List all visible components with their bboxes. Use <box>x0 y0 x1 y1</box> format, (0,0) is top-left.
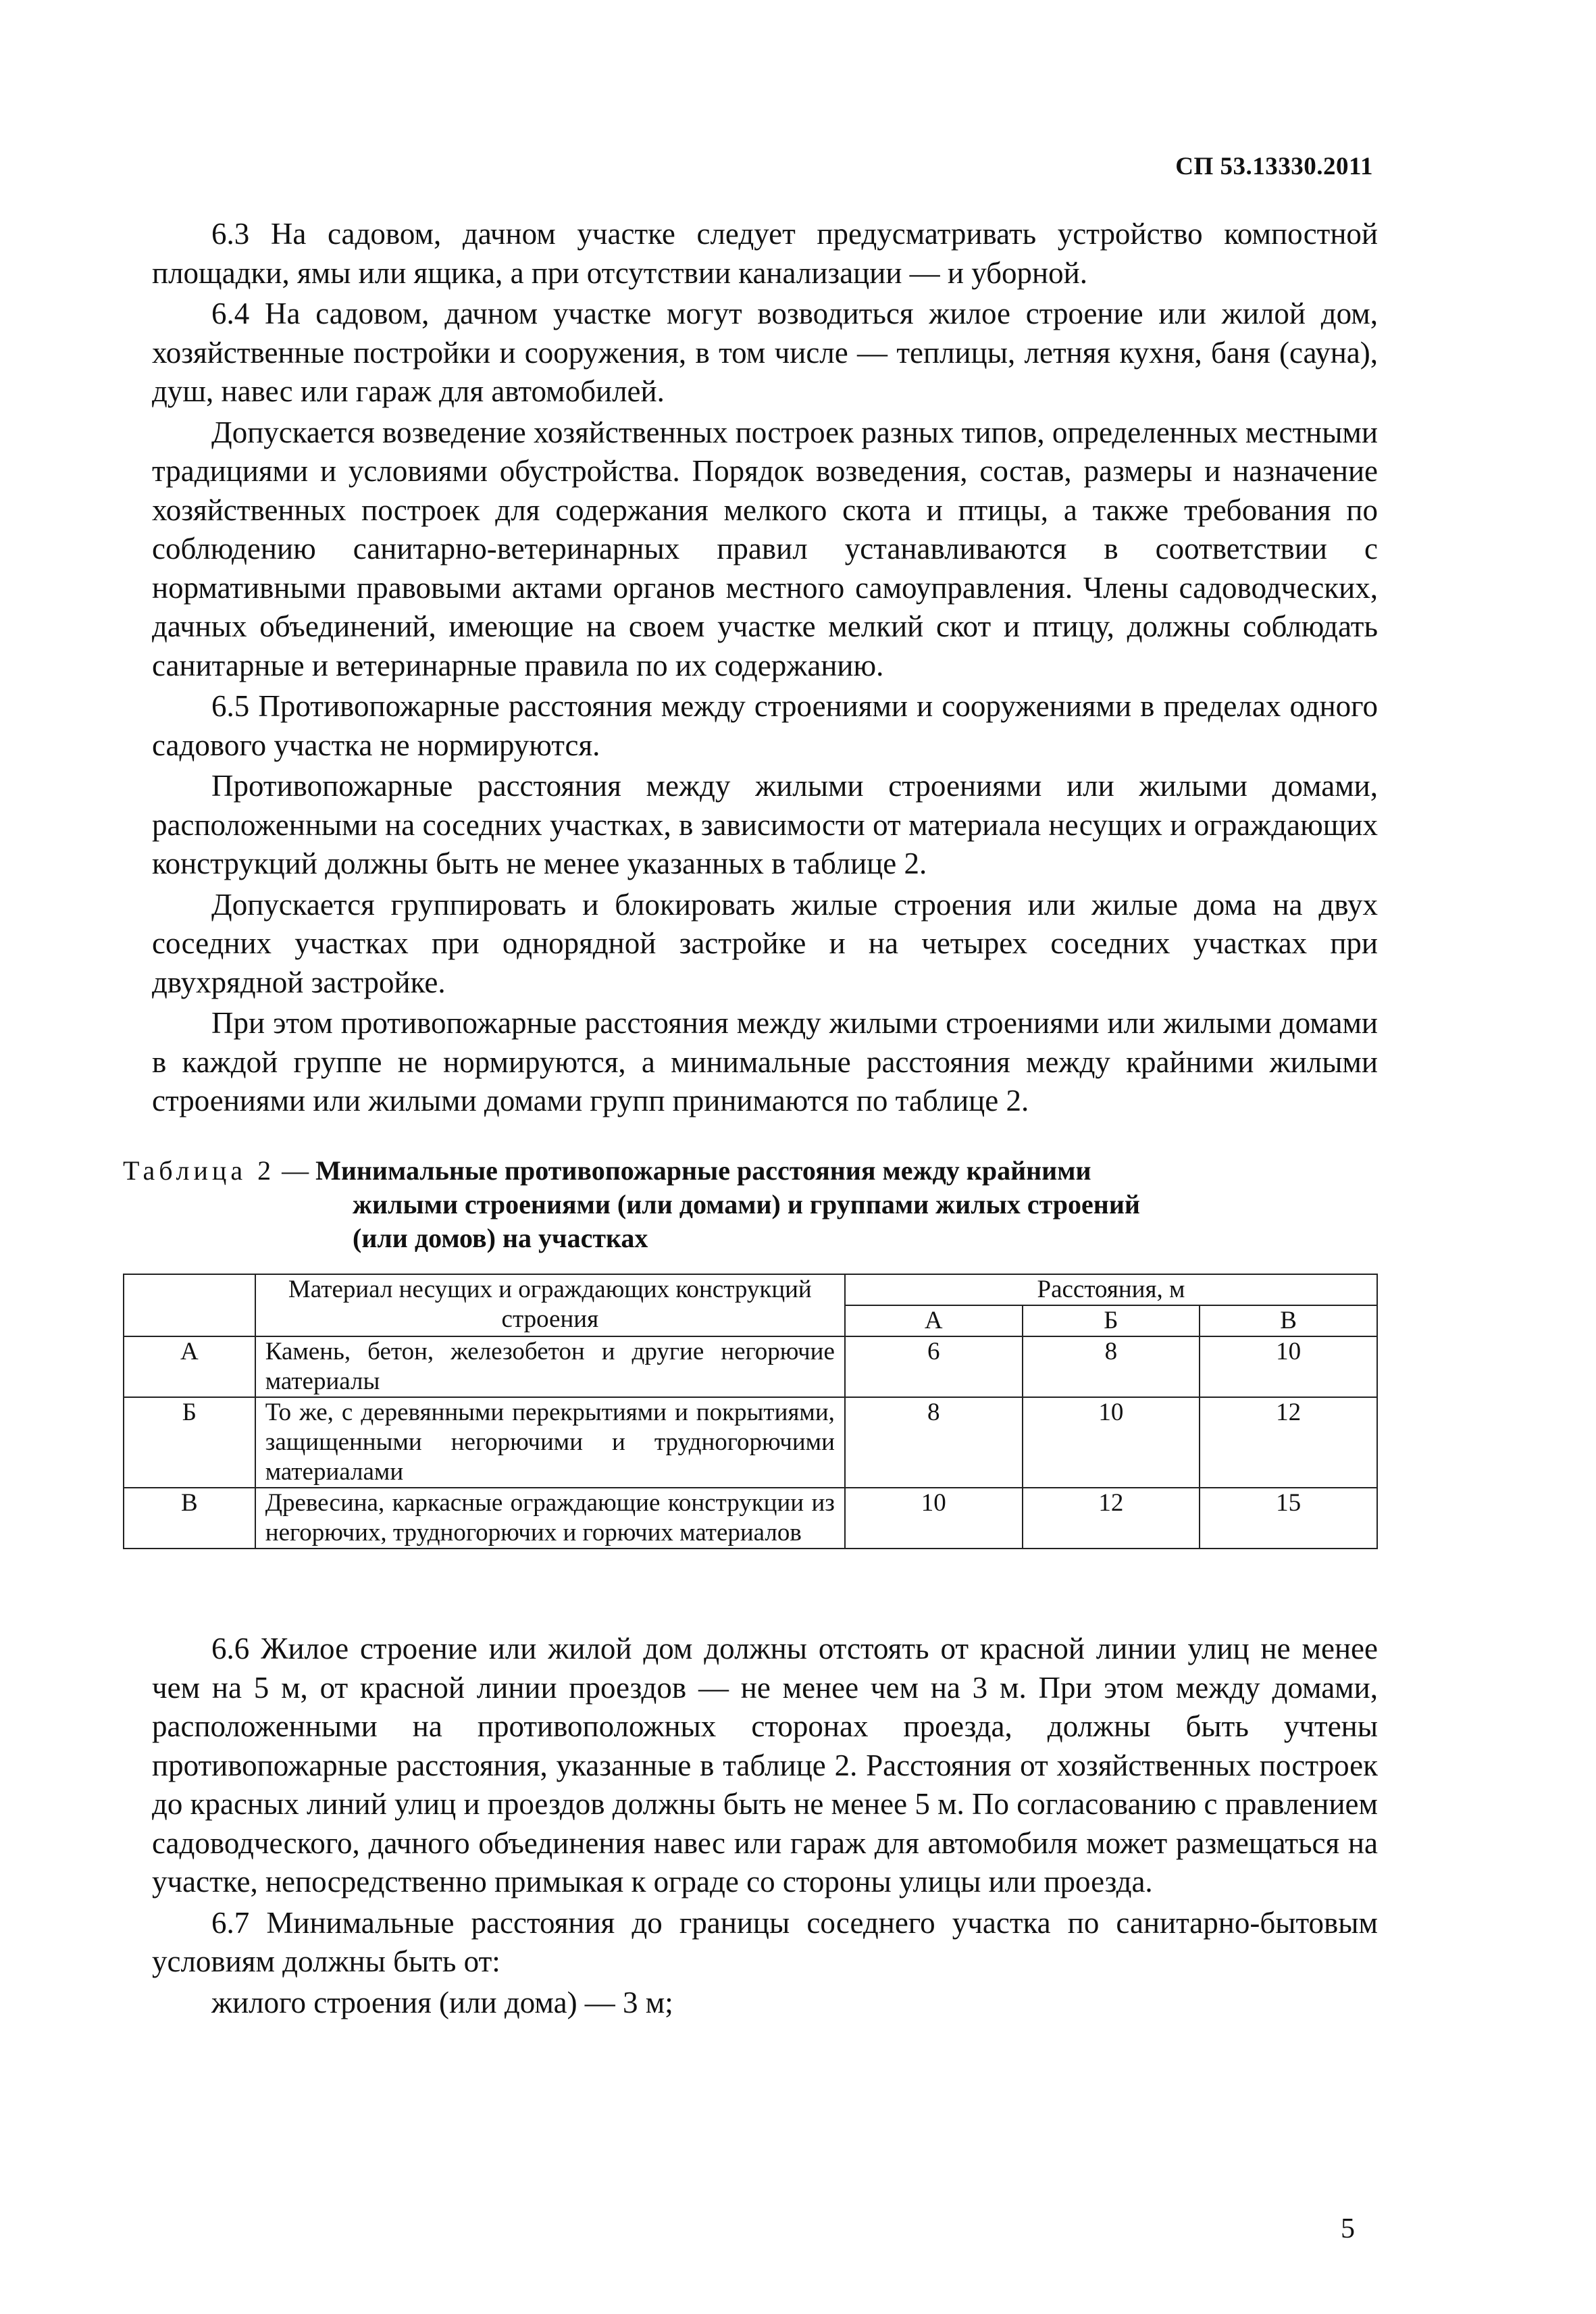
table-subheader-b: Б <box>1023 1305 1200 1336</box>
paragraph-grouping: Допускается группировать и блокировать жилые строения или жилые дома на двух соседних участках при однорядной застройке и на четырех соседних участках при двухрядной застройке. <box>152 887 1378 999</box>
table-subheader-a: А <box>845 1305 1023 1336</box>
body-text-bottom <box>152 1630 1378 2022</box>
list-item-dwelling: жилого строения (или дома) — 3 м; <box>211 1985 673 2019</box>
row-value-b: 8 <box>1023 1336 1200 1397</box>
row-value-v: 10 <box>1200 1336 1377 1397</box>
row-material: Камень, бетон, железобетон и другие негорючие материалы <box>255 1336 845 1397</box>
paragraph-fire-distances: Противопожарные расстояния между жилыми строениями или жилыми домами, расположенными на соседних участках, в зависимости от материала несущих и ограждающих конструкций должны быть не менее указанных в таблице 2. <box>152 769 1378 880</box>
row-value-a: 6 <box>845 1336 1023 1397</box>
table-caption <box>123 1154 1406 1255</box>
paragraph-6-6: 6.6 Жилое строение или жилой дом должны отстоять от красной линии улиц не менее чем на 5 м, от красной линии проездов — не менее чем на 3 м. При этом между домами, расположенными на противоположных сторонах проезда, должны быть учтены противопожарные расстояния, указанные в таблице 2. Расстояния от хозяйственных построек до красных линий улиц и проездов должны быть не менее 5 м. По согласованию с правлением садоводческого, дачного объединения навес или гараж для автомобиля может размещаться на участке, непосредственно примыкая к ограде со стороны улицы или проезда. <box>152 1632 1378 1898</box>
table-caption-dash: — <box>275 1155 316 1186</box>
row-id: А <box>124 1336 255 1397</box>
row-id: В <box>124 1488 255 1549</box>
row-id: Б <box>124 1397 255 1488</box>
body-text-top <box>152 215 1378 1121</box>
row-value-b: 10 <box>1023 1397 1200 1488</box>
row-value-b: 12 <box>1023 1488 1200 1549</box>
table-header-row <box>124 1274 1377 1305</box>
table-header-distances: Расстояния, м <box>845 1274 1377 1305</box>
table-caption-line-1 <box>123 1154 1406 1188</box>
row-material: То же, с деревянными перекрытиями и покрытиями, защищенными негорючими и трудногорючими материалами <box>255 1397 845 1488</box>
row-value-v: 12 <box>1200 1397 1377 1488</box>
table-title-line-2: жилыми строениями (или домами) и группами жилых строений <box>353 1189 1140 1219</box>
table-title-line-3: (или домов) на участках <box>353 1223 648 1253</box>
table-label: Таблица 2 <box>123 1155 276 1186</box>
paragraph-6-4: 6.4 На садовом, дачном участке могут возводиться жилое строение или жилой дом, хозяйственные постройки и сооружения, в том числе — теплицы, летняя кухня, баня (сауна), душ, навес или гараж для автомобилей. <box>152 297 1378 408</box>
paragraph-group-distances: При этом противопожарные расстояния между жилыми строениями или жилыми домами в каждой группе не нормируются, а минимальные расстояния между крайними жилыми строениями или жилыми домами групп принимаются по таблице 2. <box>152 1006 1378 1117</box>
paragraph-outbuildings: Допускается возведение хозяйственных построек разных типов, определенных местными традициями и условиями обустройства. Порядок возведения, состав, размеры и назначение хозяйственных построек для содержания мелкого скота и птицы, а также требования по соблюдению санитарно-ветеринарных правил устанавливаются в соответствии с нормативными правовыми актами органов местного самоуправления. Члены садоводческих, дачных объединений, имеющие на своем участке мелкий скот и птицу, должны соблюдать санитарные и ветеринарные правила по их содержанию. <box>152 415 1378 682</box>
document-code: СП 53.13330.2011 <box>1175 153 1373 180</box>
row-value-a: 10 <box>845 1488 1023 1549</box>
table-row <box>124 1336 1377 1397</box>
table-title-line-1: Минимальные противопожарные расстояния между крайними <box>315 1155 1091 1186</box>
table-row <box>124 1488 1377 1549</box>
table-header-empty <box>124 1274 255 1336</box>
paragraph-6-5: 6.5 Противопожарные расстояния между строениями и сооружениями в пределах одного садового участка не нормируются. <box>152 689 1378 762</box>
row-value-a: 8 <box>845 1397 1023 1488</box>
table-header-material: Материал несущих и ограждающих конструкций строения <box>255 1274 845 1336</box>
row-material: Древесина, каркасные ограждающие конструкции из негорючих, трудногорючих и горючих материалов <box>255 1488 845 1549</box>
page-number: 5 <box>1341 2213 1355 2244</box>
fire-distance-table <box>123 1274 1378 1549</box>
paragraph-6-3: 6.3 На садовом, дачном участке следует предусматривать устройство компостной площадки, ямы или ящика, а при отсутствии канализации — и уборной. <box>152 217 1378 290</box>
row-value-v: 15 <box>1200 1488 1377 1549</box>
table-subheader-v: В <box>1200 1305 1377 1336</box>
table-row <box>124 1397 1377 1488</box>
paragraph-6-7: 6.7 Минимальные расстояния до границы соседнего участка по санитарно-бытовым условиям должны быть от: <box>152 1905 1378 1978</box>
